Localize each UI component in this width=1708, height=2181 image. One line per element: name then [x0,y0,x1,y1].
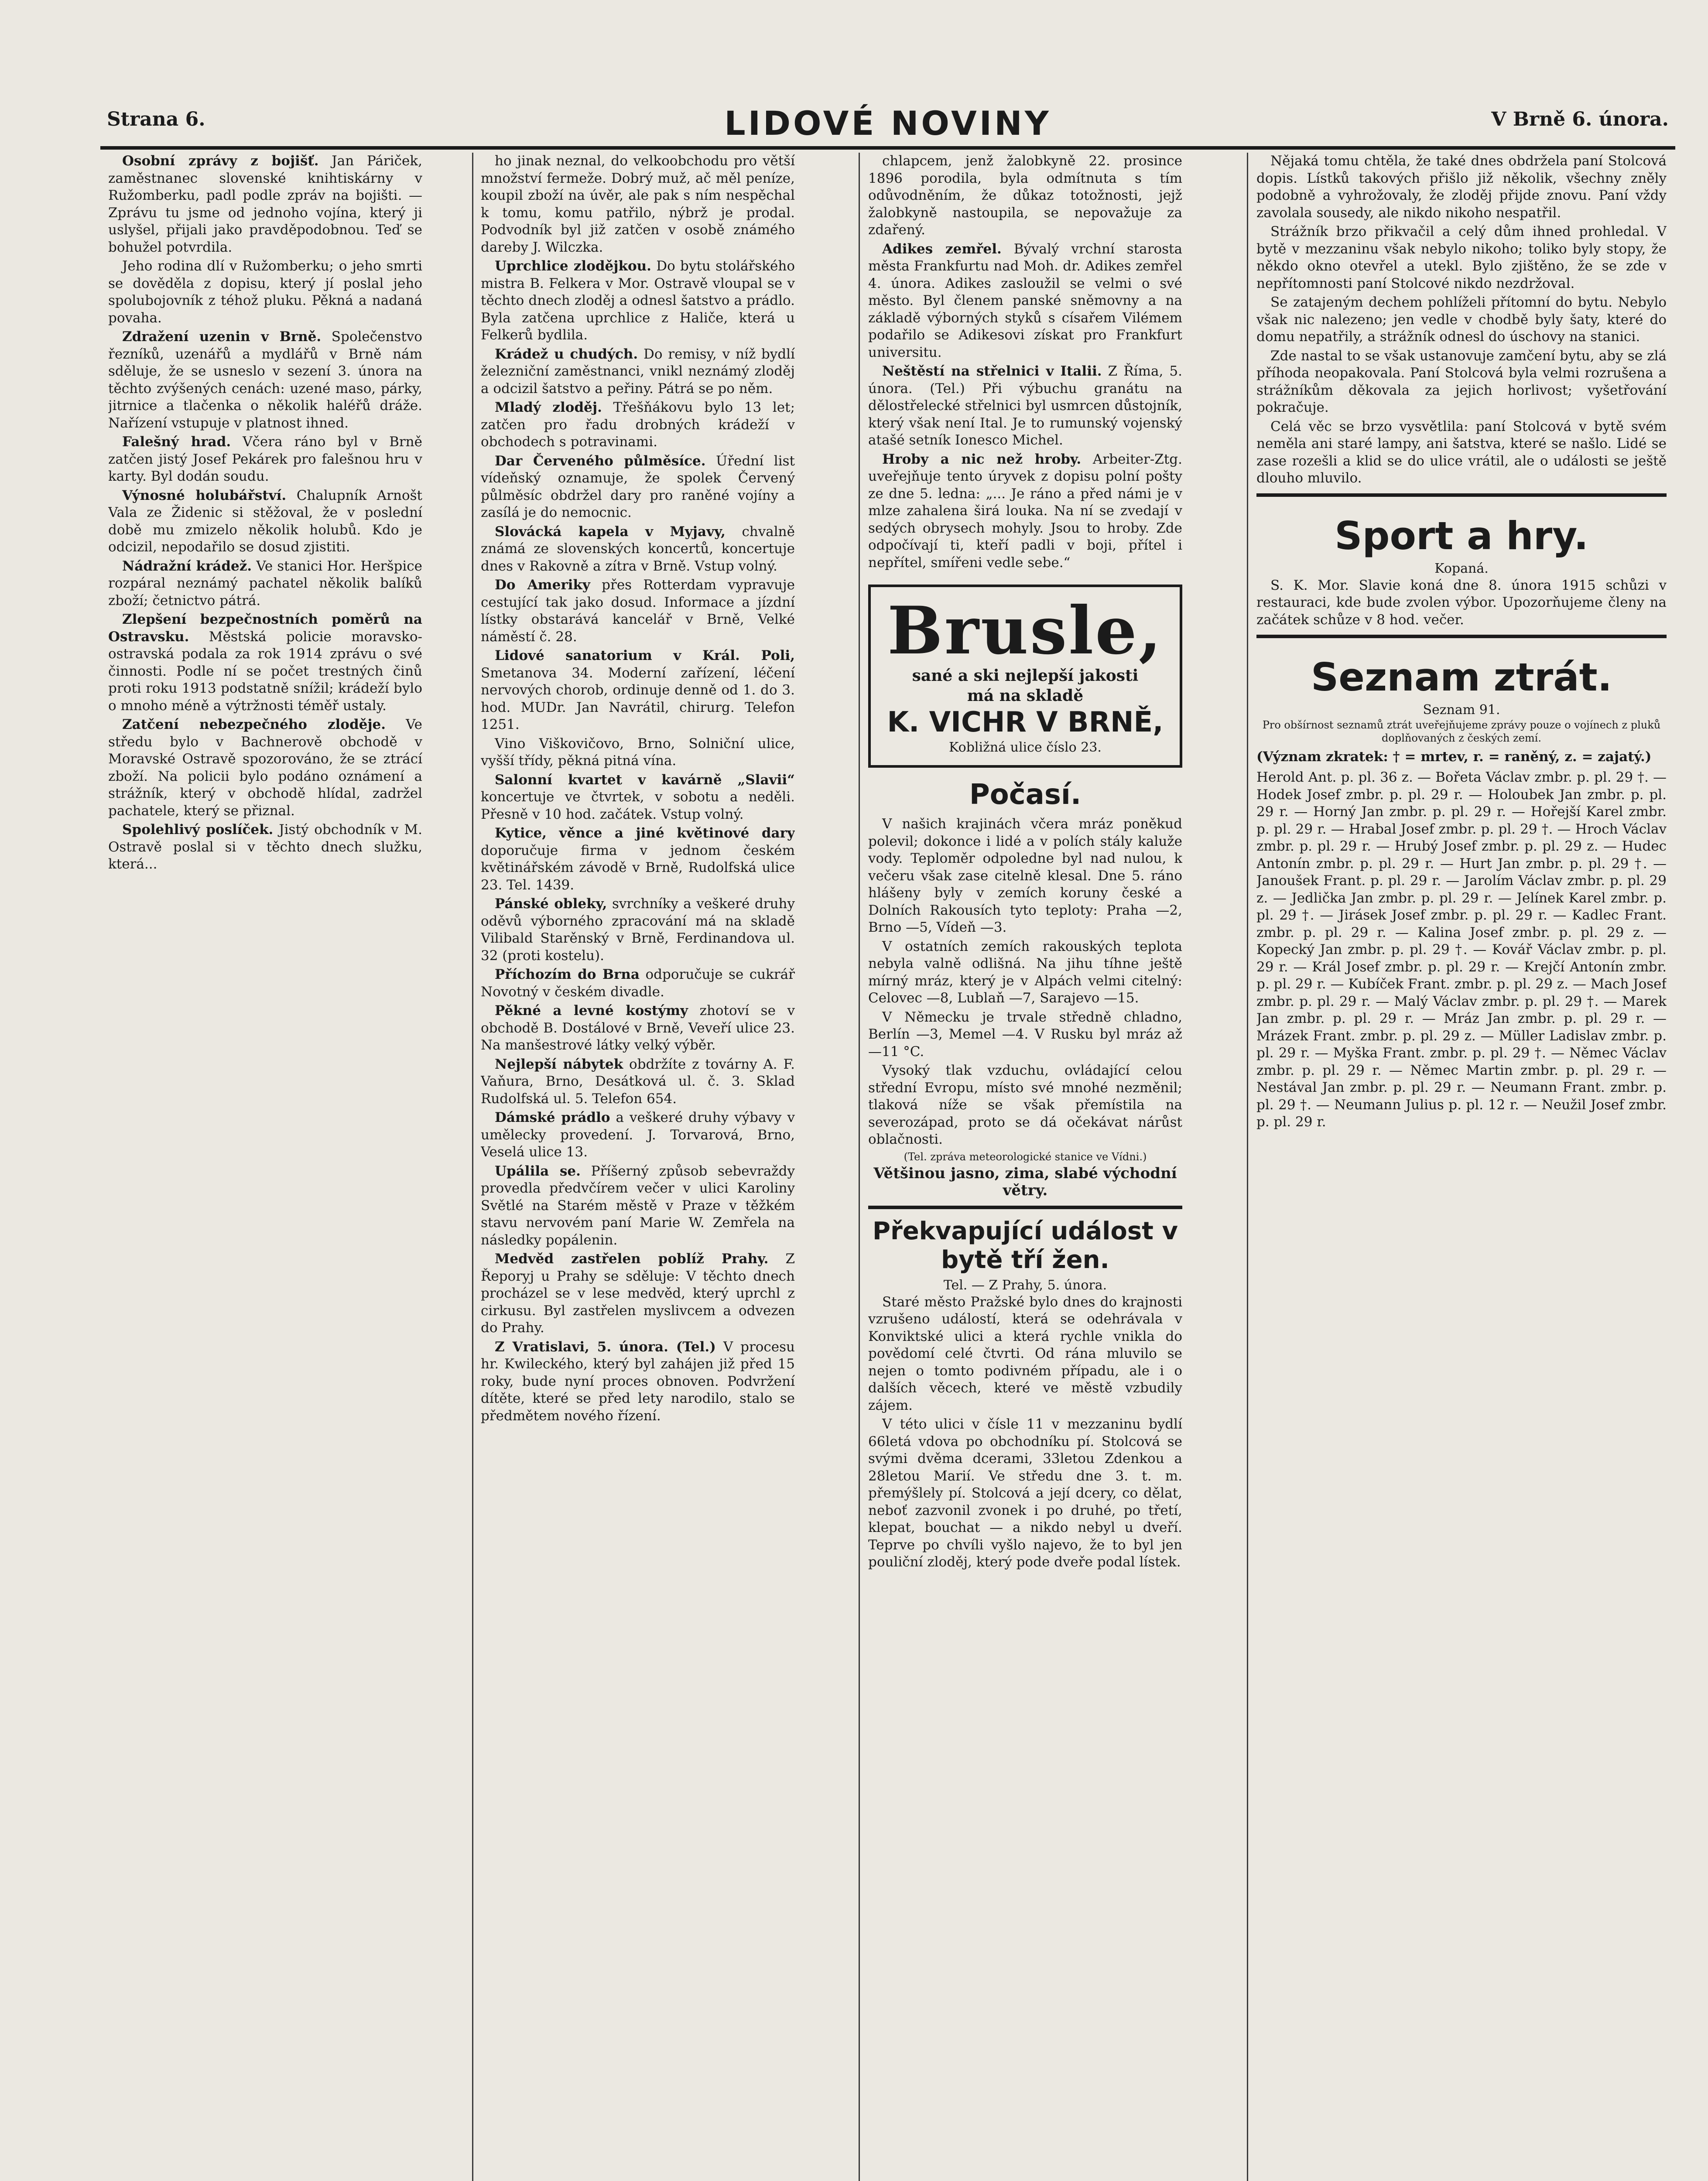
article-body: Arbeiter-Ztg. uveřejňuje tento úryvek z dopisu polní pošty ze dne 5. ledna: „... Je ráno a před námi je v mlze zahalena širá louka. Na ní se zvedají v sedých obrysech mohyly. Jsou to hroby. Zde odpočívají ti, kteří padli v boji, přítel i nepřítel, smířeni vedle sebe.“ [868,451,1182,571]
article-paragraph [481,399,795,451]
article-paragraph [108,328,422,432]
column-rule [472,153,473,2181]
article-heading: Zdražení uzenin v Brně. [122,329,322,345]
article-body: Do bytu stolářského mistra B. Felkera v Mor. Ostravě vloupal se v těchto dnech zloděj a odnesl šatstvo a prádlo. Byla zatčena uprchlice z Haliče, která u Felkerů bydlila. [481,258,795,343]
article-body: svrchníky a veškeré druhy oděvů výborného zpracování má na skladě Vilibald Starěnský v Brně, Ferdinandova ul. 32 (proti kostelu). [481,896,795,964]
article-paragraph [108,821,422,873]
article-paragraph [108,434,422,485]
article-paragraph [108,558,422,610]
column-3 [868,153,1182,2181]
article-heading: Pěkné a levné kostýmy [495,1003,688,1019]
article-paragraph [868,153,1182,239]
article-heading: Výnosné holubářství. [122,487,287,503]
weather-source: (Tel. zpráva meteorologické stanice ve Vídni.) [904,1150,1147,1163]
article-paragraph [481,772,795,824]
article-heading: Pánské obleky, [495,896,607,912]
article-dateline: Tel. — Z Prahy, 5. února. [943,1277,1107,1293]
section-rule [1256,493,1667,497]
column-rule [859,153,860,2181]
article-body: přes Rotterdam vypravuje cestující tak jako dosud. Informace a jízdní lístky obstarává kancelář v Brně, Velké náměstí č. 28. [481,577,795,645]
article-paragraph [481,825,795,894]
article-heading: Zatčení nebezpečného zloděje. [122,717,386,732]
article-paragraph [868,451,1182,572]
article-heading: Zlepšení bezpečnostních poměrů na Ostravsku. [108,612,422,645]
column-rule [1247,153,1248,2181]
losses-subtitle: Seznam 91. [1423,702,1500,718]
article-paragraph: V této ulici v čísle 11 v mezzaninu bydlí 66letá vdova po obchodníku pí. Stolcová se svými dvěma dcerami, 33letou Zdenkou a 28letou Marií. Ve středu dne 3. t. m. přemýšlely pí. Stolcová a její dcery, co dělat, neboť zazvonil zvonek i po druhé, po třetí, klepat, bouchat — a nikdo nebyl u dveří. Teprve po chvíli vyšlo najevo, že to byl jen pouliční zloděj, který pode dveře podal lístek. [868,1416,1182,1570]
article-body: Jeho rodina dlí v Ružomberku; o jeho smrti se dověděla z dopisu, který jí poslal jeho spolubojovník z téhož pluku. Pěkná a nadaná povaha. [108,258,422,326]
weather-forecast: Většinou jasno, zima, slabé východní větry. [873,1164,1177,1199]
issue-date: V Brně 6. února. [1491,108,1669,130]
article-body: Městská policie moravsko-ostravská podala za rok 1914 zprávu o své činnosti. Podle ní se počet trestných činů proti roku 1913 podstatně snížil; krádeží bylo o mnoho méně a výtržnosti téměř ustaly. [108,629,422,714]
article-body: zhotoví se v obchodě B. Dostálové v Brně, Veveří ulice 23. Na manšestrové látky velký výběr. [481,1003,795,1053]
article-paragraph [1256,153,1667,222]
article-body: doporučuje firma v jednom českém květinářském závodě v Brně, Rudolfská ulice 23. Tel. 1439. [481,842,795,893]
column-3-articles [868,153,1182,571]
masthead-rule [100,146,1675,150]
column-4 [1256,153,1667,2181]
losses-list: Herold Ant. p. pl. 36 z. — Bořeta Václav zmbr. p. pl. 29 †. — Hodek Josef zmbr. p. pl. 29 r. — Holoubek Jan zmbr. p. pl. 29 r. — Horný Jan zmbr. p. pl. 29 r. — Hořejší Karel zmbr. p. pl. 29 r. — Hrabal Josef zmbr. p. pl. 29 †. — Hroch Václav zmbr. p. pl. 29 r. — Hrubý Josef zmbr. p. pl. 29 z. — Hudec Antonín zmbr. p. pl. 29 r. — Hurt Jan zmbr. p. pl. 29 †. — Janoušek Frant. p. pl. 29 r. — Jarolím Václav zmbr. p. pl. 29 z. — Jedlička Jan zmbr. p. pl. 29 r. — Jelínek Karel zmbr. p. pl. 29 †. — Jirásek Josef zmbr. p. pl. 29 r. — Kadlec Frant. zmbr. p. pl. 29 r. — Kalina Josef zmbr. p. pl. 29 z. — Kopecký Jan zmbr. p. pl. 29 †. — Kovář Václav zmbr. p. pl. 29 r. — Král Josef zmbr. p. pl. 29 r. — Krejčí Antonín zmbr. p. pl. 29 r. — Kubíček Frant. zmbr. p. pl. 29 z. — Mach Josef zmbr. p. pl. 29 r. — Malý Václav zmbr. p. pl. 29 †. — Marek Jan zmbr. p. pl. 29 r. — Mráz Jan zmbr. p. pl. 29 r. — Mrázek Frant. zmbr. p. pl. 29 z. — Müller Ladislav zmbr. p. pl. 29 r. — Myška Frant. zmbr. p. pl. 29 †. — Němec Václav zmbr. p. pl. 29 r. — Němec Martin zmbr. p. pl. 29 r. — Nestával Jan zmbr. p. pl. 29 r. — Neumann Frant. zmbr. p. pl. 29 †. — Neumann Julius p. pl. 12 r. — Neužil Josef zmbr. p. pl. 29 r. [1256,769,1667,1130]
article-paragraph [481,1109,795,1161]
article-body: obdržíte z továrny A. F. Vaňura, Brno, Desátková ul. č. 3. Sklad Rudolfská ul. 5. Telefon 654. [481,1056,795,1107]
column-2 [481,153,795,2181]
article-paragraph [108,611,422,714]
sport-title: Sport a hry. [1335,513,1588,558]
newspaper-title: LIDOVÉ NOVINY [724,104,1051,143]
weather-text [868,816,1182,1149]
article-heading: Slovácká kapela v Myjavy, [495,523,726,540]
article-heading: Nejlepší nábytek [495,1056,623,1072]
article-paragraph [481,966,795,1001]
article-heading: Salonní kvartet v kavárně „Slavii“ [495,772,795,788]
article-text [868,1294,1182,1571]
article-paragraph [481,346,795,398]
section-rule [1256,635,1667,638]
article-body: Zde nastal to se však ustanovuje zamčení bytu, aby se zlá příhoda neopakovala. Paní Stolcová byla velmi rozrušena a strážníkům děkovala za jejich horlivost; vyšetřování pokračuje. [1256,348,1667,415]
article-body: Z Řeporyj u Prahy se sděluje: V těchto dnech procházel se v lese medvěd, který uprchl z cirkusu. Byl zastřelen myslivcem a odvezen do Prahy. [481,1251,795,1336]
article-heading: Krádež u chudých. [495,346,638,362]
article-paragraph: V Německu je trvale středně chladno, Berlín —3, Memel —4. V Rusku byl mráz až —11 °C. [868,1009,1182,1060]
article-body: Smetanova 34. Moderní zařízení, léčení nervových chorob, ordinuje denně od 1. do 3. hod. MUDr. Jan Navrátil, chirurg. Telefon 1251. [481,665,795,732]
article-paragraph: Vysoký tlak vzduchu, ovládající celou střední Evropu, místo své mnohé nezměnil; tlaková níže se však přemístila na severozápad, proto se dá očekávat nárůst oblačnosti. [868,1063,1182,1147]
article-title: Překvapující událost v bytě tří žen. [873,1217,1178,1274]
article-heading: Osobní zprávy z bojišť. [122,153,319,169]
article-body: Úřední list vídeňský oznamuje, že spolek Červený půlměsíc obdržel dary pro raněné vojíny a zasílá je do nemocnic. [481,453,795,520]
article-body: Do remisy, v níž bydlí železniční zaměstnanci, vnikl neznámý zloděj a odcizil šatstvo a peřiny. Pátrá se po něm. [481,346,795,397]
article-paragraph [481,523,795,575]
article-body: Chalupník Arnošt Vala ze Židenic si stěžoval, že v poslední době mu zmizelo několik holubů. Kdo je odcizil, nepodařilo se dosud zjistiti. [108,487,422,555]
advertisement-brusle [868,585,1182,768]
article-paragraph: V ostatních zemích rakouských teplota nebyla valně odlišná. Na jihu tíhne ještě mírný mráz, který je v Alpách velmi citelný: Celovec —8, Lublaň —7, Sarajevo —15. [868,938,1182,1006]
article-paragraph [481,577,795,646]
sport-text: S. K. Mor. Slavie koná dne 8. února 1915 schůzi v restauraci, kde bude zvolen výbor. Upozorňujeme členy na začátek schůze v 8 hod. večer. [1256,577,1667,628]
ad-company: K. VICHR V BRNĚ, [887,706,1164,738]
article-heading: Dar Červeného půlměsíce. [495,453,706,469]
article-paragraph [481,1339,795,1425]
article-body: ho jinak neznal, do velkoobchodu pro větší množství fermeže. Dobrý muž, ač měl peníze, koupil zboží na úvěr, ale pak s ním nespěchal k tomu, komu patřilo, nýbrž je prodal. Podvodník byl již zatčen v osobě známého dareby J. Wilczka. [481,153,795,255]
article-heading: Kytice, věnce a jiné květinové dary [495,825,795,841]
article-paragraph [868,363,1182,449]
article-paragraph [481,453,795,522]
weather-title: Počasí. [969,779,1082,811]
article-body: Jan Páriček, zaměstnanec slovenské knihtiskárny v Ružomberku, padl podle zpráv na bojišti. — Zprávu tu jsme od jednoho vojína, který ji uslyšel, přijali jako pravděpodobnou. Teď se bohužel potvrdila. [108,153,422,255]
article-paragraph [108,487,422,556]
losses-note: Pro obšírnost seznamů ztrát uveřejňujeme zprávy pouze o vojínech z pluků doplňovaných z českých zemí. [1262,719,1661,744]
article-paragraph [481,1251,795,1337]
article-paragraph [1256,348,1667,417]
article-paragraph [481,1163,795,1249]
losses-title: Seznam ztrát. [1311,655,1612,700]
losses-legend: (Význam zkratek: † = mrtev, r. = raněný, z. = zajatý.) [1256,749,1652,765]
article-heading: Mladý zloděj. [495,400,602,415]
article-body: V procesu hr. Kwileckého, který byl zahájen již před 15 roky, bude nyní proces obnoven. Podvržení dítěte, které se před lety narodilo, stalo se předmětem nového řízení. [481,1339,795,1424]
article-body: Strážník brzo přikvačil a celý dům ihned prohledal. V bytě v mezzaninu však nebylo nikoho; toliko byly stopy, že někdo okno otevřel a utekl. Bylo zjištěno, že se zde v nepřítomnosti paní Stolcové nikdo nezdržoval. [1256,224,1667,291]
article-body: Třešňákovu bylo 13 let; zatčen pro řadu drobných krádeží v obchodech s potravinami. [481,400,795,450]
article-paragraph [108,153,422,256]
article-body: Ve stanici Hor. Heršpice rozpáral neznámý pachatel několik balíků zboží; četnictvo pátrá. [108,558,422,608]
article-paragraph [108,258,422,327]
article-heading: Nádražní krádež. [122,558,252,574]
sport-subtitle: Kopaná. [1434,561,1489,576]
article-paragraph: Staré město Pražské bylo dnes do krajnosti vzrušeno událostí, která se odehrávala v Konviktské ulici a která rychle vnikla do povědomí celé čtvrti. Od rána mluvilo se nejen o tomto podivném případu, ale i o dalších věcech, které ve městě vzbudily zájem. [868,1294,1182,1413]
article-heading: Uprchlice zlodějkou. [495,258,651,274]
ad-headline: Brusle, [887,592,1163,669]
article-body: Z Říma, 5. února. (Tel.) Při výbuchu granátu na dělostřelecké střelnici byl usmrcen důstojník, který však není Ital. Je to rumunský vojenský atašé setník Ionesco Michel. [868,363,1182,448]
article-paragraph [481,735,795,770]
article-paragraph [868,241,1182,362]
article-body: a veškeré druhy výbavy v umělecky provedení. J. Torvarová, Brno, Veselá ulice 13. [481,1110,795,1160]
article-heading: Hroby a nic než hroby. [882,451,1082,467]
article-paragraph [481,647,795,734]
section-rule [868,1206,1182,1209]
article-paragraph: V našich krajinách včera mráz poněkud polevil; dokonce i lidé a v polích stály kaluže vody. Teploměr odpoledne byl nad nulou, k večeru však zase citelně klesal. Dne 5. ráno hlášeny byly v zemích koruny české a Dolních Rakousích tyto teploty: Praha —2, Brno —5, Vídeň —3. [868,816,1182,935]
article-heading: Upálila se. [495,1163,581,1179]
article-body: Nějaká tomu chtěla, že také dnes obdržela paní Stolcová dopis. Lístků takových přišlo již několik, všechny zněly podobně a vyhrožovaly, že zloděj přijde znovu. Paní vždy zavolala sousedy, ale nikdo nikoho nespatřil. [1256,153,1667,221]
article-heading: Do Ameriky [495,577,590,593]
article-body: Vino Viškovičovo, Brno, Solniční ulice, vyšší třídy, pěkná pitná vína. [481,735,795,769]
article-body: Celá věc se brzo vysvětlila: paní Stolcová v bytě svém neměla ani staré lampy, ani šatstva, které se našlo. Lidé se zase rozešli a klid se do ulice vrátil, ale o události se ještě dlouho mluvilo. [1256,418,1667,486]
article-paragraph [481,1056,795,1108]
article-body: Se zatajeným dechem pohlíželi přítomní do bytu. Nebylo však nic nalezeno; jen vedle v chodbě byly šaty, které do domu nepatřily, a strážník odnesl do úschovy na stanici. [1256,294,1667,345]
column-1 [108,153,422,2181]
page-number: Strana 6. [107,108,205,130]
article-paragraph [481,896,795,964]
article-paragraph [1256,223,1667,292]
article-heading: Dámské prádlo [495,1110,610,1125]
article-paragraph [481,153,795,256]
article-paragraph [1256,418,1667,487]
article-heading: Lidové sanatorium v Král. Poli, [495,648,795,663]
article-body: Jistý obchodník v M. Ostravě poslal si v těchto dnech služku, která... [108,822,422,872]
article-body: Společenstvo řezníků, uzenářů a mydlářů v Brně nám sděluje, že se usneslo v sezení 3. února na těchto zvýšených cenách: uzené maso, párky, jitrnice a tlačenka o několik haléřů dráže. Nařízení vstupuje v platnost ihned. [108,329,422,431]
article-heading: Příchozím do Brna [495,967,640,982]
ad-address: Kobližná ulice číslo 23. [949,740,1102,755]
article-body: chvalně známá ze slovenských koncertů, koncertuje dnes v Rakovně a zítra v Brně. Vstup volný. [481,523,795,574]
article-heading: Adikes zemřel. [882,241,1002,257]
article-heading: Spolehlivý poslíček. [122,822,274,838]
article-body: Včera ráno byl v Brně zatčen jistý Josef Pekárek pro falešnou hru v karty. Byl dodán soudu. [108,434,422,484]
article-body: odporučuje se cukrář Novotný v českém divadle. [481,967,795,1000]
article-heading: Falešný hrad. [122,434,231,450]
article-body: koncertuje ve čtvrtek, v sobotu a neděli. Přesně v 10 hod. začátek. Vstup volný. [481,789,795,822]
article-paragraph [108,716,422,820]
ad-line: má na skladě [967,687,1084,705]
article-heading: Z Vratislavi, 5. února. (Tel.) [495,1339,716,1355]
article-heading: Medvěd zastřelen poblíž Prahy. [495,1251,769,1267]
article-heading: Neštěstí na střelnici v Italii. [882,363,1102,379]
column-4-articles [1256,153,1667,487]
article-body: chlapcem, jenž žalobkyně 22. prosince 1896 porodila, byla odmítnuta s tím odůvodněním, že důkaz totožnosti, jejž žalobkyně nastoupila, se nepovažuje za zdařený. [868,153,1182,238]
article-body: Bývalý vrchní starosta města Frankfurtu nad Moh. dr. Adikes zemřel 4. února. Adikes zasloužil se velmi o své město. Byl členem panské sněmovny a na základě výborných styků s císařem Vilémem podařilo se Adikesovi získat pro Frankfurt universitu. [868,241,1182,360]
article-paragraph [1256,294,1667,346]
article-paragraph [481,1002,795,1054]
article-paragraph [481,258,795,344]
ad-line: sané a ski nejlepší jakosti [912,667,1139,685]
article-body: Příšerný způsob sebevraždy provedla předvčírem večer v ulici Karoliny Světlé na Starém městě v Praze v těžkém stavu nervovém paní Marie W. Zemřela na následky popálenin. [481,1163,795,1248]
article-body: Ve středu bylo v Bachnerově obchodě v Moravské Ostravě spozorováno, že se ztrácí zboží. Na policii bylo podáno oznámení a strážník, který v obchodě hlídal, zadržel pachatele, který se přiznal. [108,717,422,819]
